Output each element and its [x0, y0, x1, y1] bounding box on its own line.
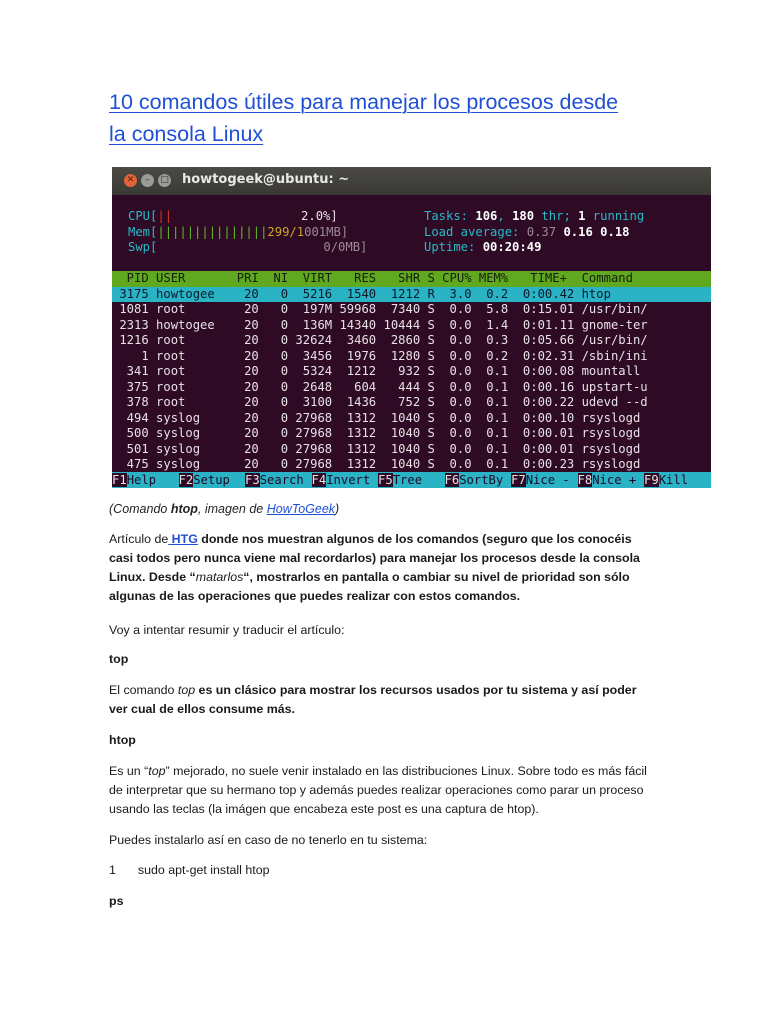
process-row[interactable]: 1216 root 20 0 32624 3460 2860 S 0.0 0.3 0:05.66 /usr/bin/ [112, 333, 648, 347]
process-row[interactable]: 341 root 20 0 5324 1212 932 S 0.0 0.1 0:00.08 mountall [112, 364, 641, 378]
fkey-f8[interactable]: F8Nice + [577, 473, 637, 487]
howtogeek-link[interactable]: HowToGeek [266, 502, 336, 516]
htg-link[interactable]: HTG [168, 532, 198, 546]
maximize-icon: □ [158, 174, 171, 187]
uptime: Uptime: 00:20:49 [424, 240, 542, 254]
function-key-bar [112, 472, 711, 488]
fkey-f3[interactable]: F3Search [245, 473, 304, 487]
process-row[interactable]: 501 syslog 20 0 27968 1312 1040 S 0.0 0.1 0:00.01 rsyslogd [112, 441, 641, 456]
process-row[interactable]: 375 root 20 0 2648 604 444 S 0.0 0.1 0:00.16 upstart-u [112, 379, 648, 394]
process-row[interactable]: 1 root 20 0 3456 1976 1280 S 0.0 0.2 0:02.31 /sbin/ini [112, 348, 648, 363]
top-paragraph: El comando top es un clásico para mostrar los recursos usados por tu sistema y así poder ver cual de ellos consume más. [109, 683, 637, 716]
process-row[interactable]: 3175 howtogee 20 0 5216 1540 1212 R 3.0 0.2 0:00.42 htop [112, 286, 611, 301]
process-row[interactable]: 1081 root 20 0 197M 59968 7340 S 0.0 5.8 0:15.01 /usr/bin/ [112, 302, 648, 316]
fkey-f4[interactable]: F4Invert [311, 473, 371, 487]
htop-screenshot [112, 167, 711, 488]
mem-meter: Mem[|||||||||||||||299/1001MB] [128, 224, 349, 239]
heading-top: top [109, 652, 129, 666]
load-average: Load average: 0.37 0.16 0.18 [424, 224, 630, 239]
install-paragraph: Puedes instalarlo así en caso de no tenerlo en tu sistema: [109, 833, 428, 847]
code-line-number: 1 [109, 863, 116, 877]
process-row[interactable]: 378 root 20 0 3100 1436 752 S 0.0 0.1 0:00.22 udevd --d [112, 395, 648, 409]
process-row[interactable]: 475 syslog 20 0 27968 1312 1040 S 0.0 0.1 0:00.23 rsyslogd [112, 457, 641, 471]
terminal-titlebar [112, 167, 711, 195]
fkey-f2[interactable]: F2Setup [178, 473, 238, 487]
process-row[interactable]: 500 syslog 20 0 27968 1312 1040 S 0.0 0.1 0:00.01 rsyslogd [112, 426, 641, 440]
fkey-f5[interactable]: F5Tree [378, 473, 437, 487]
summary-paragraph: Voy a intentar resumir y traducir el artículo: [109, 623, 345, 637]
code-command: sudo apt-get install htop [137, 863, 270, 877]
fkey-f1[interactable]: F1Help [112, 473, 171, 487]
process-row[interactable]: 2313 howtogee 20 0 136M 14340 10444 S 0.0 1.4 0:01.11 gnome-ter [112, 317, 648, 332]
code-line [109, 861, 657, 880]
intro-paragraph: Artículo de HTG donde nos muestran algunos de los comandos (seguro que los conocéis casi todos pero nunca viene mal recordarlos) para manejar los procesos desde la consola Linux. Desde “matarlos“, mostrarlos en pantalla o cambiar su nivel de prioridad son sólo algunas de las operaciones que puedes realizar con estos comandos. [109, 532, 640, 603]
fkey-f6[interactable]: F6SortBy [444, 473, 504, 487]
terminal-title: howtogeek@ubuntu: ~ [182, 172, 350, 187]
image-caption: (Comando htop, imagen de HowToGeek) [109, 502, 340, 516]
process-table-header: PID USER PRI NI VIRT RES SHR S CPU% MEM% TIME+ Command [112, 271, 711, 287]
fkey-f9[interactable]: F9Kill [644, 473, 703, 487]
cpu-meter: CPU[|| 2.0%] [128, 209, 338, 223]
heading-htop: htop [109, 733, 136, 747]
heading-ps: ps [109, 894, 124, 908]
process-row[interactable]: 494 syslog 20 0 27968 1312 1040 S 0.0 0.1 0:00.10 rsyslogd [112, 410, 641, 425]
htop-paragraph: Es un “top” mejorado, no suele venir instalado en las distribuciones Linux. Sobre todo es más fácil de interpretar que su hermano top y además puedes realizar operaciones como parar un proceso usando las teclas (la imágen que encabeza este post es una captura de htop). [109, 764, 647, 816]
swp-meter: Swp[ 0/0MB] [128, 240, 368, 254]
article-title[interactable]: 10 comandos útiles para manejar los procesos desde la consola Linux [109, 90, 619, 146]
close-icon: ✕ [124, 174, 137, 187]
fkey-f7[interactable]: F7Nice - [511, 473, 570, 487]
tasks-summary: Tasks: 106, 180 thr; 1 running [424, 209, 645, 223]
minimize-icon: – [141, 174, 154, 187]
